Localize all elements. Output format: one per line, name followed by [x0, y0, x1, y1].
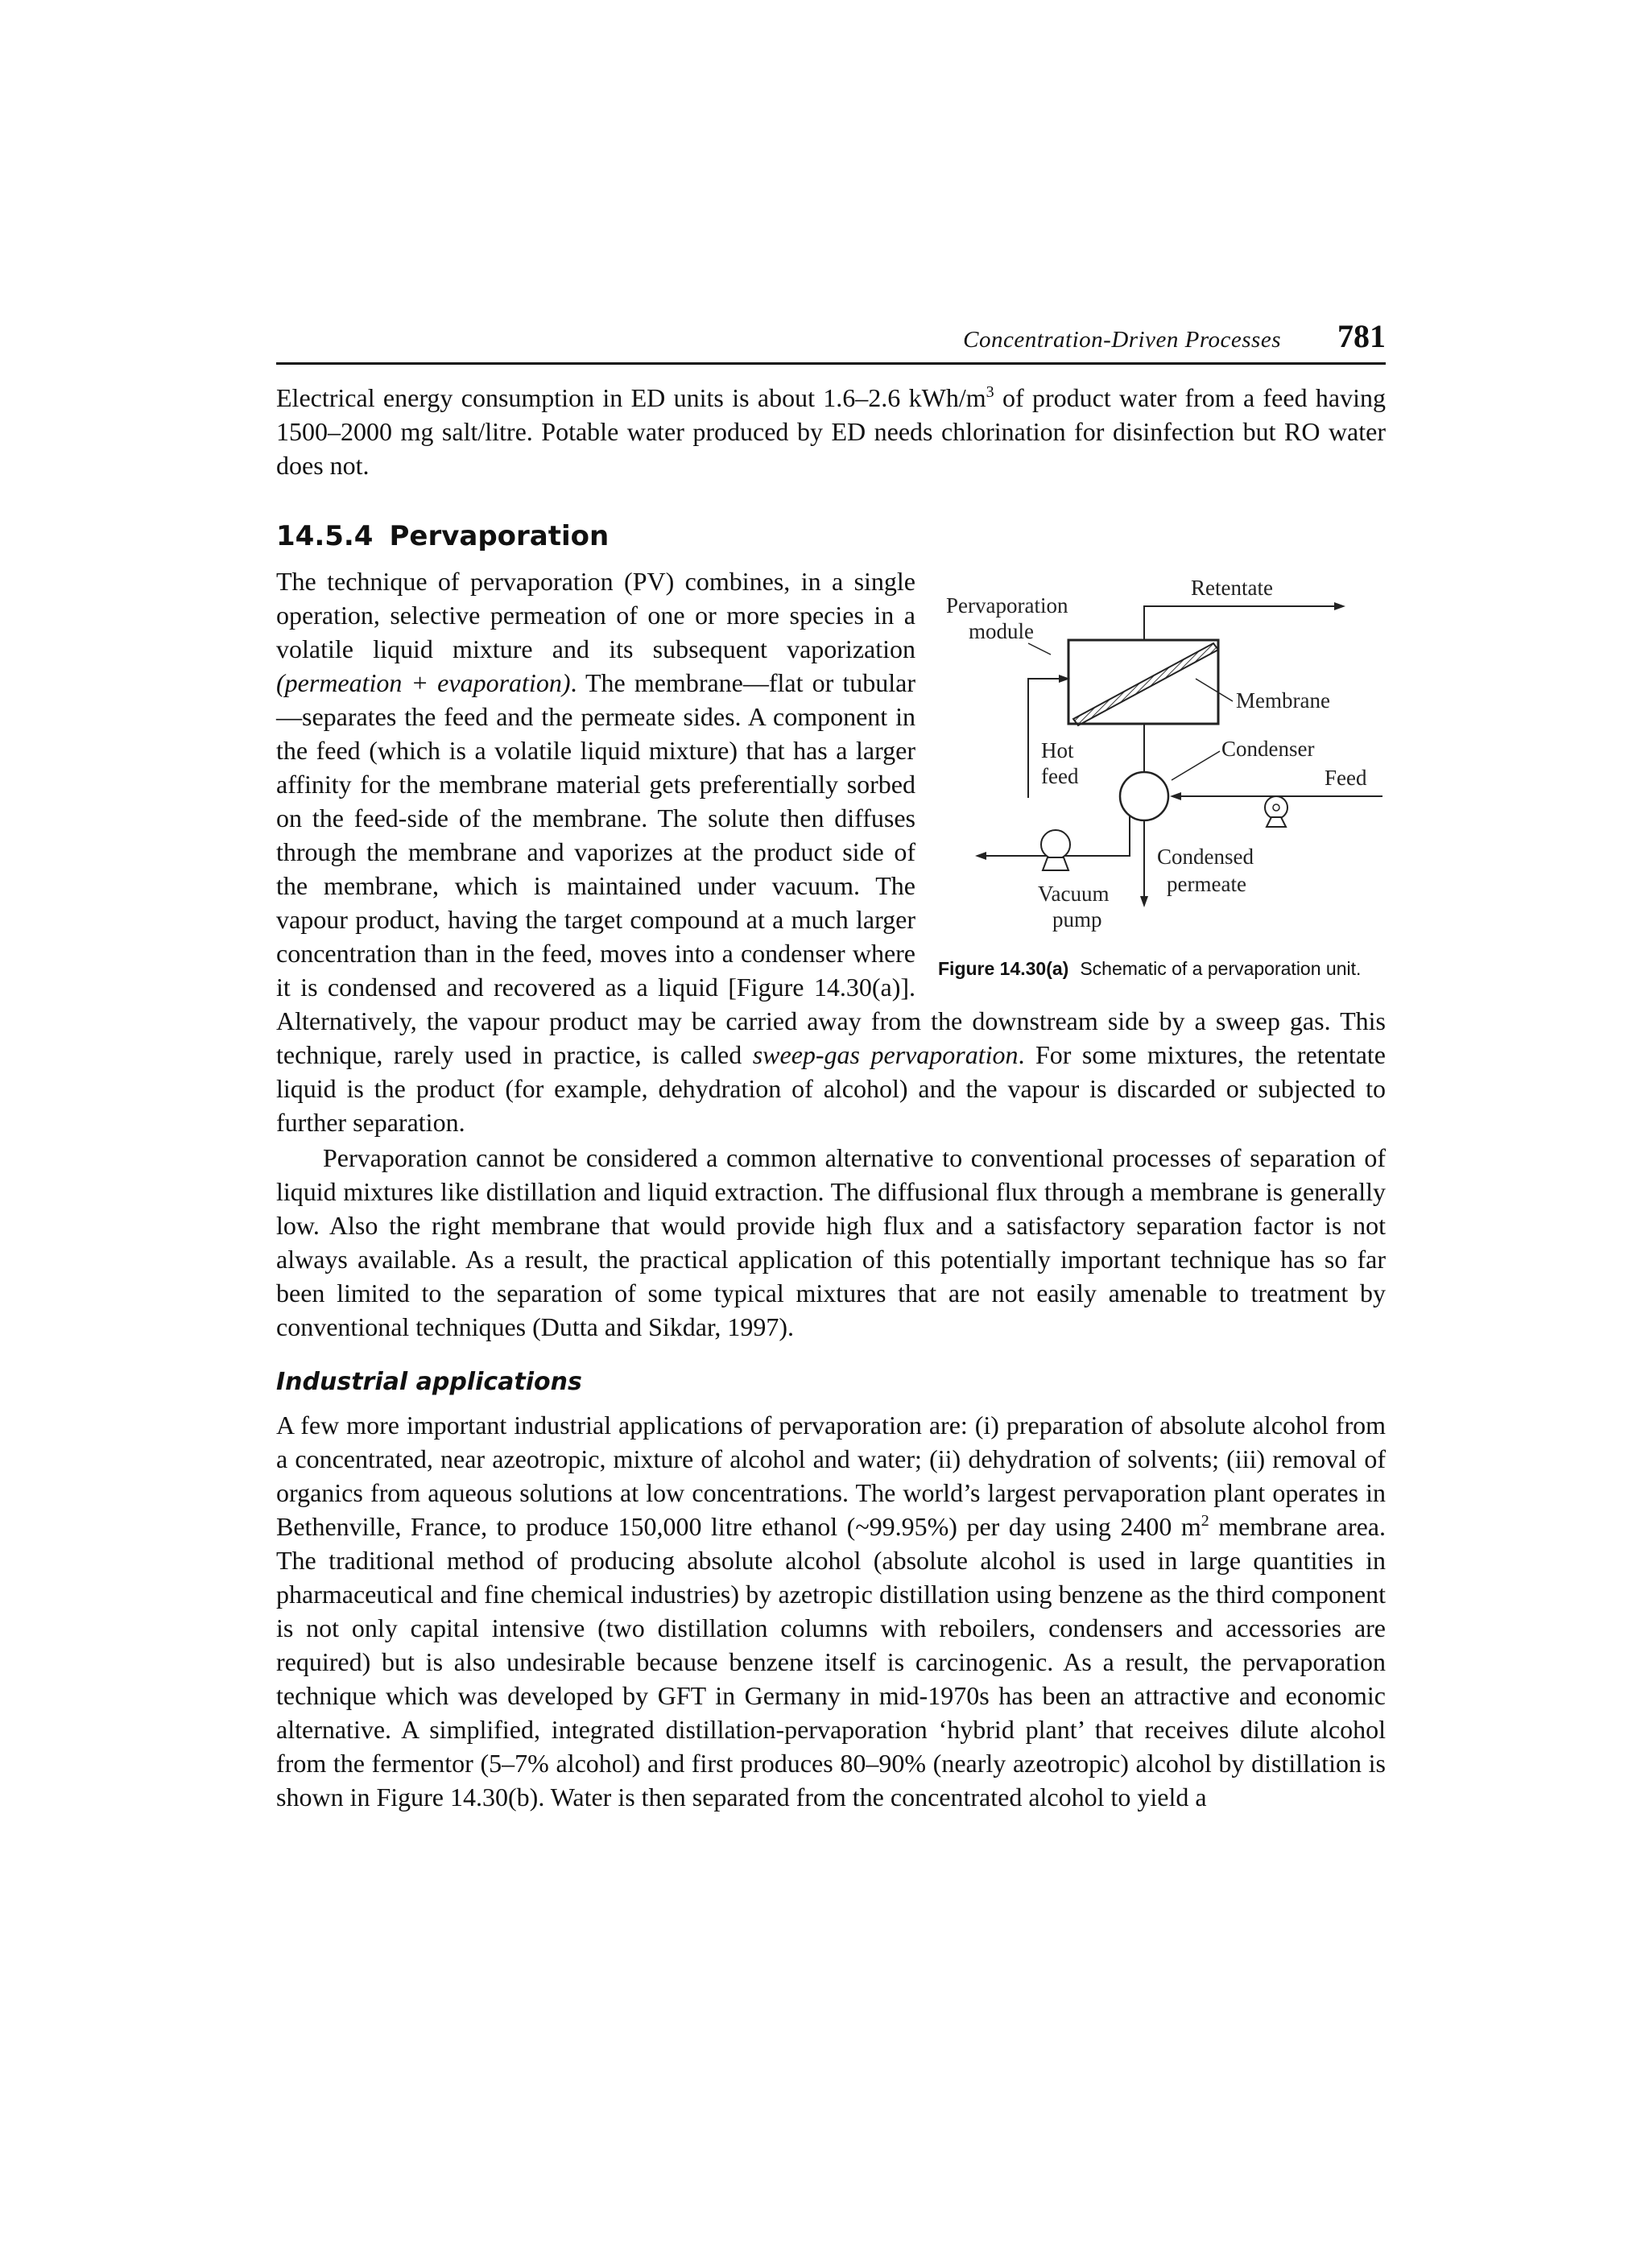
permeate-arrowhead — [1140, 896, 1148, 907]
coolant-pump-base — [1267, 817, 1286, 827]
figure-caption-text: Schematic of a pervaporation unit. — [1080, 958, 1362, 979]
figure-caption — [938, 957, 1389, 980]
figure-14-30a — [938, 556, 1389, 980]
section-heading — [276, 519, 1386, 553]
intro-text-a: Electrical energy consumption in ED units is about 1.6–2.6 kWh/m — [276, 383, 986, 412]
para3-superscript: 2 — [1201, 1512, 1209, 1530]
label-module-line2: module — [969, 619, 1034, 643]
subsection-heading: Industrial applications — [276, 1368, 582, 1396]
label-hot: Hot — [1041, 738, 1074, 762]
para1-italic-a: (permeation + evaporation) — [276, 668, 571, 697]
label-feed: Feed — [1325, 766, 1367, 790]
vacuum-pump — [1041, 830, 1070, 859]
running-head-title: Concentration-Driven Processes — [963, 327, 1281, 353]
industrial-applications-paragraph — [276, 1408, 1386, 1814]
running-head — [276, 316, 1386, 365]
label-module-line1: Pervaporation — [946, 593, 1068, 618]
condenser-pointer — [1172, 751, 1220, 780]
label-permeate: permeate — [1167, 872, 1246, 896]
label-condensed: Condensed — [1157, 845, 1254, 869]
vacuum-exhaust-arrowhead — [975, 852, 986, 860]
para1-text-c: . For some mixtures, the retentate liquid is the product (for example, dehydration of alcohol) and the vapour is discarded or subjected to further separation. — [276, 1040, 1387, 1137]
label-retentate: Retentate — [1191, 576, 1273, 600]
para1-italic-b: sweep-gas pervaporation — [752, 1040, 1019, 1069]
para3-text-b: membrane area. The traditional method of producing absolute alcohol (absolute alcohol is used in large quantities in pharmaceutical and fine chemical industries) by azetropic distillation using benzene as the third component is not only capital intensive (two distillation columns with reboilers, condensers and accessories are required) but is also undesirable because benzene itself is carcinogenic. As a result, the pervaporation technique which was developed by GFT in Germany in mid-1970s has been an attractive and economic alternative. A simplified, integrated distillation-pervaporation ‘hybrid plant’ that receives dilute alcohol from the fermentor (5–7% alcohol) and first produces 80–90% (nearly azeotropic) alcohol by distillation is shown in Figure 14.30(b). Water is then separated from the concentrated alcohol to yield a — [276, 1512, 1387, 1812]
page — [276, 316, 1386, 1814]
para1-text-a: The technique of pervaporation (PV) combines, in a single operation, selective permeation of one or more species in a volatile liquid mixture and its subsequent vaporization — [276, 567, 915, 663]
intro-superscript: 3 — [986, 383, 994, 401]
pervaporation-schematic — [938, 556, 1389, 959]
label-condenser: Condenser — [1221, 737, 1315, 761]
module-pointer — [1028, 643, 1051, 655]
page-number: 781 — [1337, 318, 1386, 354]
pervaporation-paragraph-2: Pervaporation cannot be considered a common alternative to conventional processes of separation of liquid mixtures like distillation and liquid extraction. The diffusional flux through a membrane is generally low. Also the right membrane that would provide high flux and a satisfactory separation factor is not always available. As a result, the practical application of this potentially important technique has so far been limited to the separation of some typical mixtures that are not easily amenable to treatment by conventional techniques (Dutta and Sikdar, 1997). — [276, 1143, 1386, 1341]
retentate-arrowhead — [1334, 602, 1345, 610]
vacuum-pump-base — [1043, 857, 1068, 870]
para1-text-b: . The membrane—flat or tubular—separates the feed and the permeate sides. A component in the feed (which is a volatile liquid mixture) that has a larger affinity for the membrane material gets preferentially sorbed on the feed-side of the membrane. The solute then diffuses through the membrane and vaporizes at the product side of the membrane, which is maintained under vacuum. The vapour product, having the target compound at a much larger concentration than in the feed, moves into a condenser where it is condensed and recovered as a liquid [Figure 14.30(a)]. Alternatively, the vapour product may be carried away from the downstream side by a sweep gas. This technique, rarely used in practice, is called — [276, 668, 1386, 1069]
coolant-arrowhead — [1170, 792, 1181, 800]
label-vacuum: Vacuum — [1038, 882, 1110, 906]
condenser — [1120, 772, 1168, 820]
intro-text-b: of product water from a feed having 1500–2000 mg salt/litre. Potable water produced by ED needs chlorination for disinfection but RO water does not. — [276, 383, 1387, 480]
section-title: Pervaporation — [389, 520, 610, 552]
label-membrane: Membrane — [1236, 688, 1330, 713]
coolant-pump-hub — [1273, 804, 1279, 811]
figure-label: Figure 14.30(a) — [938, 958, 1069, 979]
label-feed-side: feed — [1041, 764, 1079, 788]
section-number: 14.5.4 — [276, 520, 374, 552]
retentate-line — [1144, 606, 1337, 640]
pervaporation-block — [276, 564, 1386, 1139]
para3-text-a: A few more important industrial applications of pervaporation are: (i) preparation of absolute alcohol from a concentrated, near azeotropic, mixture of alcohol and water; (ii) dehydration of solvents; (iii) removal of organics from aqueous solutions at low concentrations. The world’s largest pervaporation plant operates in Bethenville, France, to produce 150,000 litre ethanol (~99.95%) per day using 2400 m — [276, 1411, 1386, 1541]
label-pump: pump — [1052, 907, 1102, 932]
intro-paragraph — [276, 381, 1386, 482]
